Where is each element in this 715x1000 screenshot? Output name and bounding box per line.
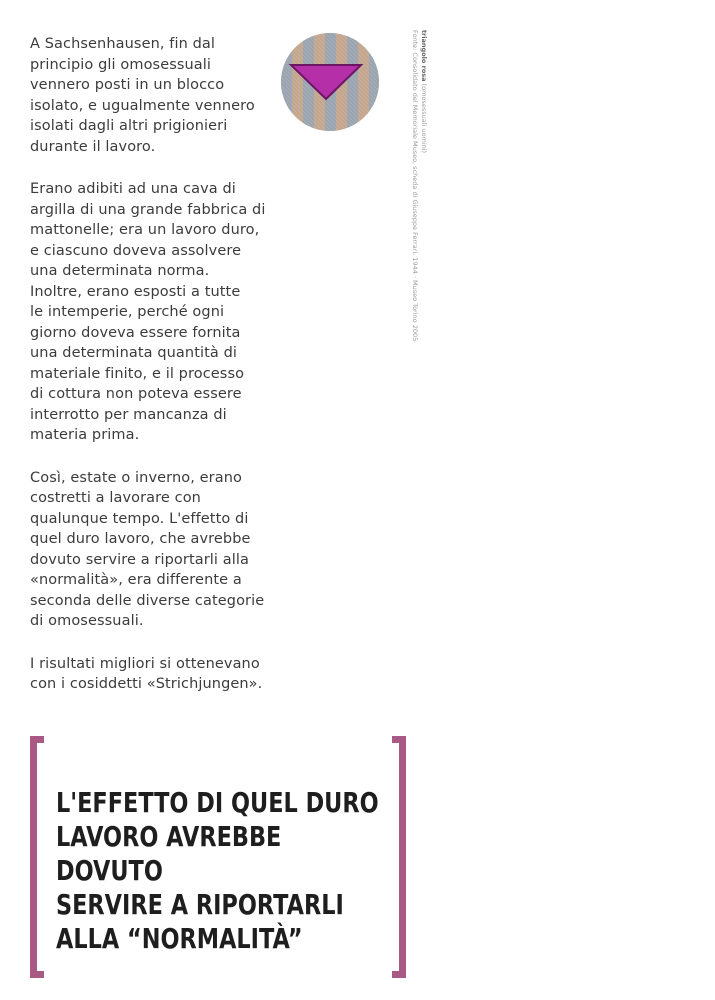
caption-rest: (omosessuali uomini): [420, 81, 428, 154]
paragraph-1: A Sachsenhausen, fin dal principio gli omosessuali vennero posti in un blocco isolato, e ugualmente vennero isolati dagli altri prigionieri durante il lavoro.: [30, 36, 255, 155]
caption-line-2: Fonte: Consolidato del Memoriale Museo, scheda di Giuseppe Ferrari, 1944 · Museo Torino 2005: [411, 30, 419, 342]
paragraph-2: Erano adibiti ad una cava di argilla di una grande fabbrica di mattonelle; era un lavoro duro, e ciascuno doveva assolvere una determinata norma. Inoltre, erano esposti a tutte le intemperie, perché ogni giorno doveva essere fornita una determinata quantità di materiale finito, e il processo di cottura non poteva essere interrotto per mancanza di materia prima.: [30, 181, 266, 443]
paragraph-3: Così, estate o inverno, erano costretti a lavorare con qualunque tempo. L'effetto di quel duro lavoro, che avrebbe dovuto servire a riportarli alla «normalità», era differente a seconda delle diverse categorie di omosessuali.: [30, 469, 265, 629]
image-caption: [410, 30, 430, 350]
right-bracket: [392, 736, 406, 978]
caption-bold: triangolo rosa: [420, 30, 428, 82]
article-body: [30, 34, 280, 717]
pink-triangle-badge-image: [281, 33, 379, 131]
pull-quote-text: L'EFFETTO DI QUEL DURO LAVORO AVREBBE DOVUTO SERVIRE A RIPORTARLI ALLA “NORMALITÀ”: [56, 786, 379, 955]
caption-line-1: [420, 30, 427, 153]
paragraph-4: I risultati migliori si ottenevano con i cosiddetti «Strichjungen».: [30, 655, 263, 692]
left-bracket: [30, 736, 44, 978]
pull-quote: [30, 736, 406, 982]
